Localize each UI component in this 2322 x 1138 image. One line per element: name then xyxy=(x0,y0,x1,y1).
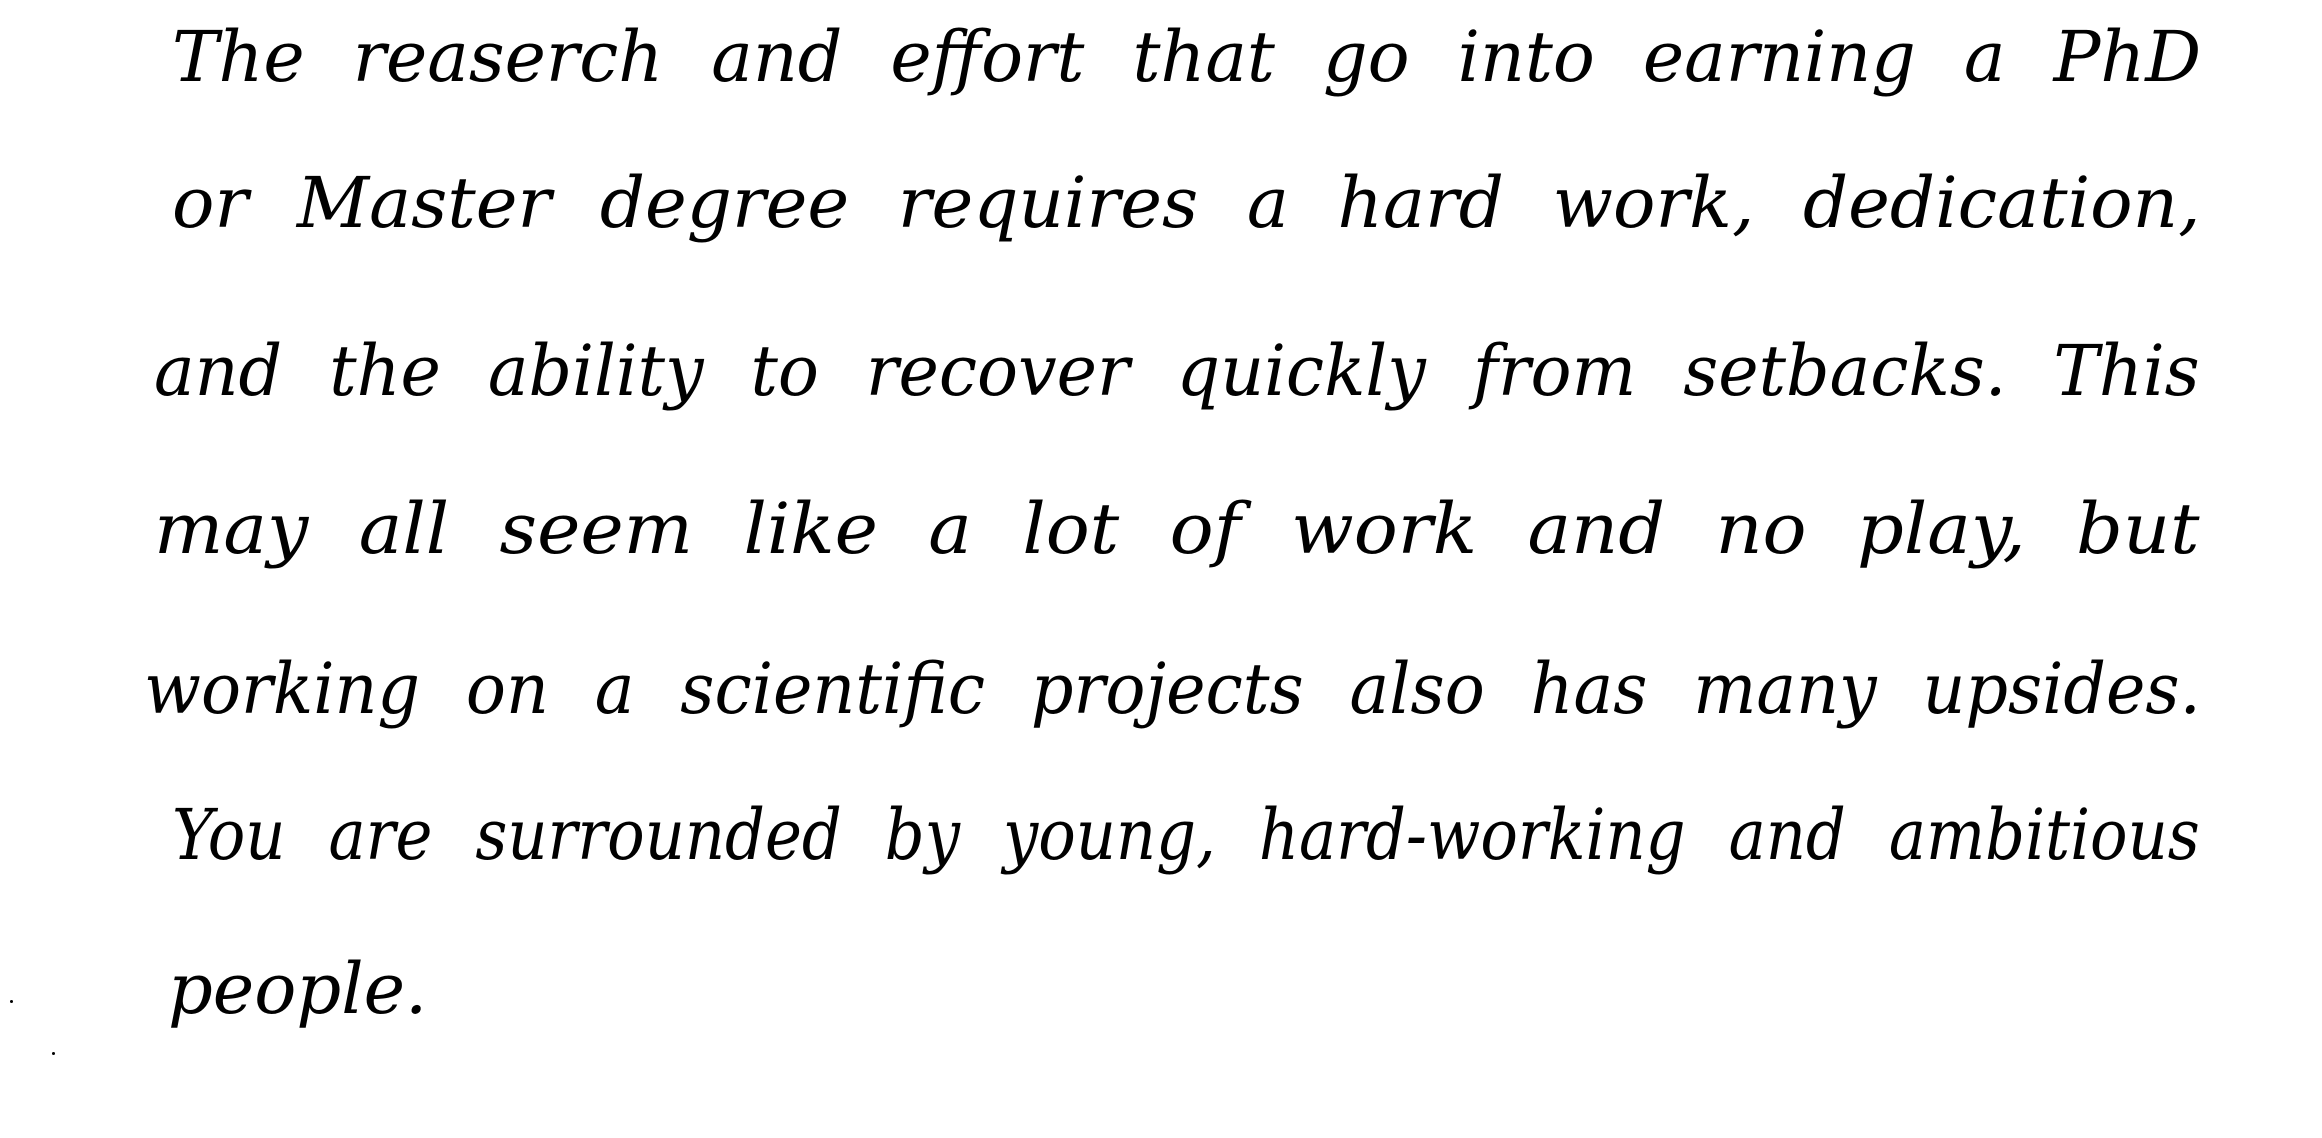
text-line-2: or Master degree requires a hard work, dedication, xyxy=(172,162,2201,244)
text-line-6: You are surrounded by young, hard-working and ambitious xyxy=(172,794,2200,876)
text-line-7: people. xyxy=(168,948,428,1030)
text-line-5: working on a scientific projects also has many upsides. xyxy=(144,648,2201,730)
ink-speck xyxy=(52,1052,55,1055)
text-line-4: may all seem like a lot of work and no play, but xyxy=(154,488,2200,570)
text-line-1: The reaserch and effort that go into earning a PhD xyxy=(172,16,2202,98)
ink-speck xyxy=(10,1000,13,1003)
text-line-3: and the ability to recover quickly from setbacks. This xyxy=(154,330,2200,412)
